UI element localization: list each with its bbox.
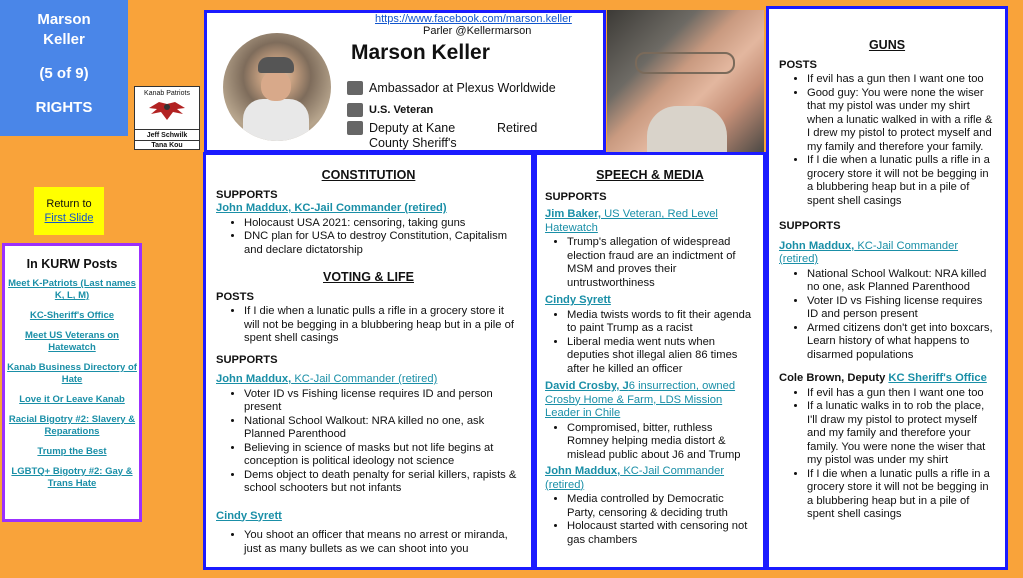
source-cindy-syrett[interactable]: Cindy Syrett xyxy=(216,509,282,522)
list-item: • Voter ID vs Fishing license requires ID and person present xyxy=(244,388,521,415)
list-item: • If I die when a lunatic pulls a rifle in a grocery store it will not be begging in a blubbering heap but in a pile of spent shell casings xyxy=(807,468,995,522)
profile-name: Marson Keller xyxy=(351,41,490,64)
list-item: • Holocaust USA 2021: censoring, taking guns xyxy=(244,217,521,231)
list-item: • Dems object to death penalty for serial killers, rapists & school schooters but not infants xyxy=(244,469,521,496)
source-role[interactable]: KC-Jail Commander (retired) xyxy=(545,465,725,491)
retired-text: Retired xyxy=(497,121,538,135)
list-item: • Media controlled by Democratic Party, censoring & deciding truth xyxy=(567,493,755,520)
list-item: • If I die when a lunatic pulls a rifle in a grocery store it will not be begging in a blubbering heap but in a pile of spent shell casings xyxy=(807,154,995,208)
kurw-link-lgbtq[interactable]: LGBTQ+ Bigotry #2: Gay & Trans Hate xyxy=(11,466,133,489)
list-item: • Believing in science of masks but not life begins at conception is political ideology not science xyxy=(244,442,521,469)
list-item: • If evil has a gun then I want one too xyxy=(807,387,995,401)
list-item: • Compromised, bitter, ruthless Romney helping media distort & mislead public about J6 and Trump xyxy=(567,422,755,463)
source-role[interactable]: KC-Jail Commander (retired) xyxy=(291,373,438,385)
list-item: • Trump's allegation of widespread election fraud are an indictment of MSM and proves their untrustworthiness xyxy=(567,236,755,290)
source-john-maddux[interactable]: John Maddux, xyxy=(545,465,621,477)
list-item: • Voter ID vs Fishing license requires ID and person present xyxy=(807,295,995,322)
kurw-heading: In KURW Posts xyxy=(26,257,118,271)
constitution-panel xyxy=(203,152,534,570)
list-item: • Media twists words to fit their agenda to paint Trump as a racist xyxy=(567,309,755,336)
posts-label: POSTS xyxy=(216,290,254,303)
source-role[interactable]: US Veteran, Red Level Hatewatch xyxy=(545,208,718,234)
posts-label: POSTS xyxy=(779,58,817,71)
source-cindy-syrett[interactable]: Cindy Syrett xyxy=(545,294,611,306)
kurw-link-love-it[interactable]: Love it Or Leave Kanab xyxy=(19,394,125,405)
list-item: • DNC plan for USA to destroy Constitution, Capitalism and declare dictatorship xyxy=(244,230,521,257)
badge-title: Kanab Patriots xyxy=(144,90,190,97)
list-item: • You shoot an officer that means no arrest or miranda, just as many bullets as we can shoot into you xyxy=(244,529,521,556)
source-role[interactable]: KC-Jail Commander (retired) xyxy=(779,239,959,265)
return-box xyxy=(34,187,104,235)
job-text: Ambassador at Plexus Worldwide xyxy=(369,81,556,95)
deputy-text: Deputy at Kane County Sheriff's xyxy=(369,121,457,150)
supports-label: SUPPORTS xyxy=(545,190,607,203)
kc-sheriff-link[interactable]: KC Sheriff's Office xyxy=(888,372,987,384)
kurw-posts-panel xyxy=(2,243,142,522)
briefcase-icon xyxy=(347,121,363,135)
voting-life-heading: VOTING & LIFE xyxy=(323,270,414,284)
close-up-photo xyxy=(607,10,764,153)
supports-label: SUPPORTS xyxy=(779,220,841,232)
kurw-link-business[interactable]: Kanab Business Directory of Hate xyxy=(7,362,137,385)
kurw-link-trump[interactable]: Trump the Best xyxy=(37,446,107,457)
guns-panel xyxy=(766,6,1008,570)
return-label: Return to xyxy=(46,198,92,210)
list-item: • If evil has a gun then I want one too xyxy=(807,73,995,87)
profile-row-deputy xyxy=(347,121,597,151)
source-john-maddux[interactable]: John Maddux, KC-Jail Commander (retired) xyxy=(216,202,447,214)
title-box xyxy=(0,0,128,136)
list-item: • National School Walkout: NRA killed no one, ask Planned Parenthood xyxy=(244,415,521,442)
supports-label: SUPPORTS xyxy=(216,353,278,366)
facebook-link[interactable]: https://www.facebook.com/marson.keller xyxy=(375,13,572,25)
speech-media-heading: SPEECH & MEDIA xyxy=(596,168,704,182)
speech-media-panel xyxy=(534,152,766,570)
title-name-line1: Marson xyxy=(37,11,91,28)
list-item: • If a lunatic walks in to rob the place, I'll draw my pistol to protect myself and my family and therefore your family. You were none the wiser that my pistol was under my shirt xyxy=(807,400,995,468)
kurw-link-racial-bigotry[interactable]: Racial Bigotry #2: Slavery & Reparations xyxy=(8,414,136,437)
source-john-maddux[interactable]: John Maddux, xyxy=(216,373,292,385)
first-slide-link[interactable]: First Slide xyxy=(44,212,94,224)
profile-row-job xyxy=(347,81,556,95)
list-item: • Good guy: You were none the wiser that my pistol was under my shirt when a lunatic walked in with a rifle & I drew my pistol to protect myself and my family and therefore your family. xyxy=(807,87,995,155)
profile-photo xyxy=(223,33,331,141)
kurw-link-veterans[interactable]: Meet US Veterans on Hatewatch xyxy=(25,330,119,353)
source-david-crosby[interactable]: David Crosby, J xyxy=(545,380,629,392)
list-item: • National School Walkout: NRA killed no one, ask Planned Parenthood xyxy=(807,268,995,295)
kurw-link-sheriff[interactable]: KC-Sheriff's Office xyxy=(29,310,115,321)
profile-header xyxy=(204,10,606,153)
title-section: RIGHTS xyxy=(35,99,93,116)
eagle-logo-icon xyxy=(147,100,187,122)
kanab-patriots-badge xyxy=(134,86,200,150)
list-item: • Armed citizens don't get into boxcars, Learn history of what happens to disarmed populations xyxy=(807,322,995,363)
source-role[interactable]: 6 insurrection, owned Crosby Home & Farm, LDS Mission Leader in Chile xyxy=(545,380,736,419)
list-item: • If I die when a lunatic pulls a rifle in a grocery store it will not be begging in a blubbering heap but in a pile of spent shell casings xyxy=(244,305,521,346)
title-name-line2: Keller xyxy=(43,31,85,48)
profile-row-veteran xyxy=(347,103,433,117)
badge-name-1: Jeff Schwilk xyxy=(146,132,188,139)
source-jim-baker[interactable]: Jim Baker, xyxy=(545,208,601,220)
constitution-heading: CONSTITUTION xyxy=(321,168,416,182)
building-icon xyxy=(347,103,363,117)
kurw-link-k-patriots[interactable]: Meet K-Patriots (Last names K, L, M) xyxy=(8,278,136,301)
veteran-text: U.S. Veteran xyxy=(369,104,434,116)
supports-label: SUPPORTS xyxy=(216,188,278,201)
title-page-count: (5 of 9) xyxy=(39,65,89,82)
badge-name-2: Tana Kou xyxy=(135,140,199,150)
list-item: • Holocaust started with censoring not gas chambers xyxy=(567,520,755,547)
parler-handle: Parler @Kellermarson xyxy=(423,25,532,37)
source-john-maddux[interactable]: John Maddux, xyxy=(779,239,855,252)
source-cole-brown: Cole Brown, Deputy xyxy=(779,372,889,384)
list-item: • Liberal media went nuts when deputies shot illegal alien 86 times after he killed an officer xyxy=(567,336,755,377)
guns-heading: GUNS xyxy=(868,38,906,52)
briefcase-icon xyxy=(347,81,363,95)
